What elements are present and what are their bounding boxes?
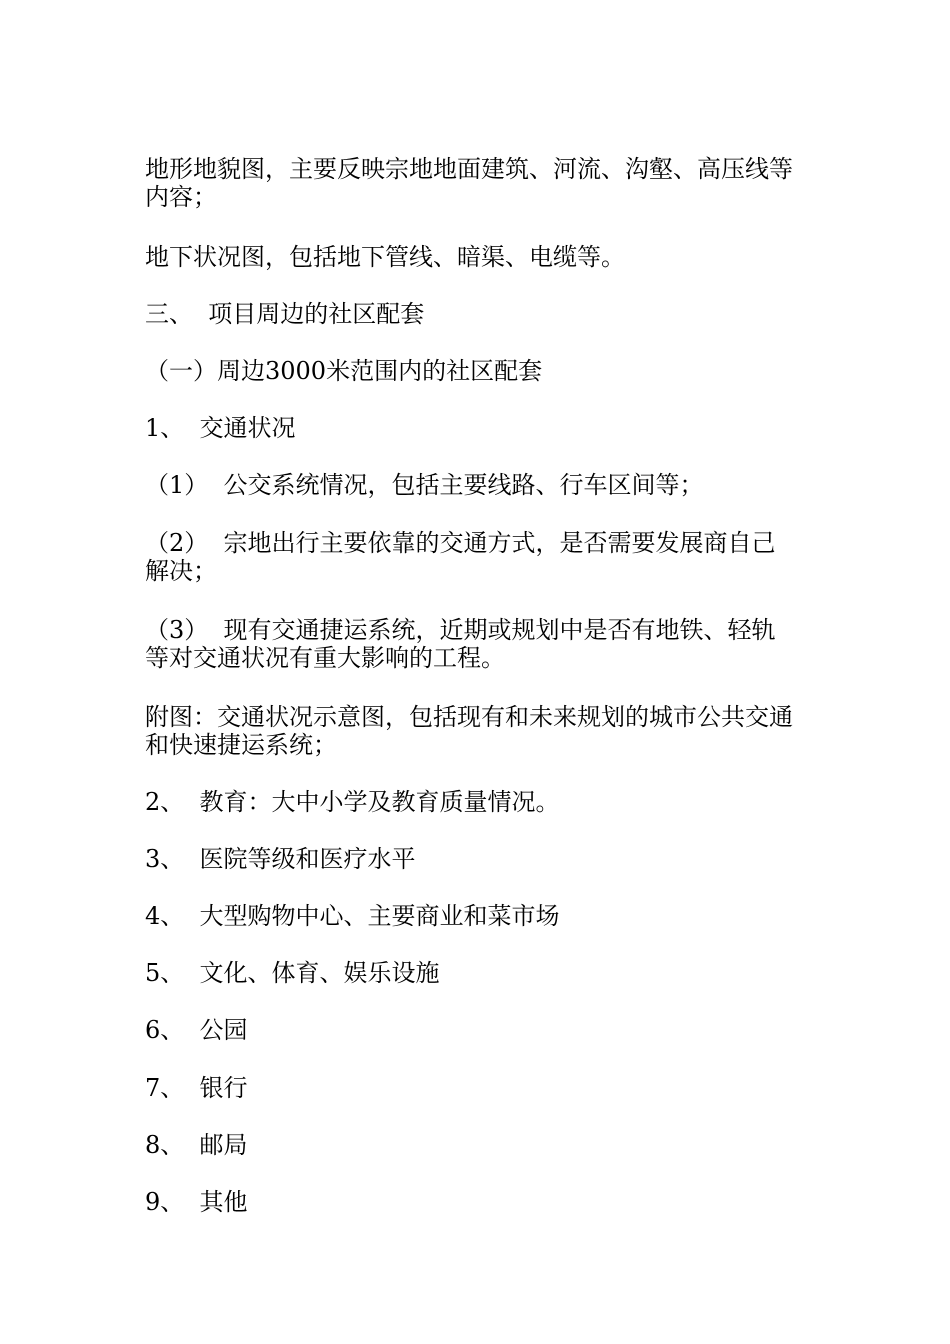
paragraph-attached-map: 附图：交通状况示意图，包括现有和未来规划的城市公共交通和快速捷运系统； <box>145 703 793 759</box>
item-post-office: 8、 邮局 <box>145 1131 248 1159</box>
item-culture-sports: 5、 文化、体育、娱乐设施 <box>145 959 440 987</box>
item-education: 2、 教育：大中小学及教育质量情况。 <box>145 788 560 816</box>
item-bank: 7、 银行 <box>145 1074 248 1102</box>
subitem-rapid-transit: （3） 现有交通捷运系统，近期或规划中是否有地铁、轻轨等对交通状况有重大影响的工程。 <box>145 616 776 672</box>
subitem-transport-mode: （2） 宗地出行主要依靠的交通方式，是否需要发展商自己解决； <box>145 529 776 585</box>
subheading-3000m-range: （一）周边3000米范围内的社区配套 <box>145 357 543 385</box>
subitem-bus-system: （1） 公交系统情况，包括主要线路、行车区间等； <box>145 471 704 499</box>
item-hospital: 3、 医院等级和医疗水平 <box>145 845 416 873</box>
item-shopping: 4、 大型购物中心、主要商业和菜市场 <box>145 902 560 930</box>
paragraph-terrain-map: 地形地貌图，主要反映宗地地面建筑、河流、沟壑、高压线等内容； <box>145 155 793 211</box>
item-traffic: 1、 交通状况 <box>145 414 296 442</box>
item-other: 9、 其他 <box>145 1188 248 1216</box>
item-park: 6、 公园 <box>145 1016 248 1044</box>
paragraph-underground-map: 地下状况图，包括地下管线、暗渠、电缆等。 <box>145 243 625 271</box>
heading-community-facilities: 三、 项目周边的社区配套 <box>145 300 425 328</box>
